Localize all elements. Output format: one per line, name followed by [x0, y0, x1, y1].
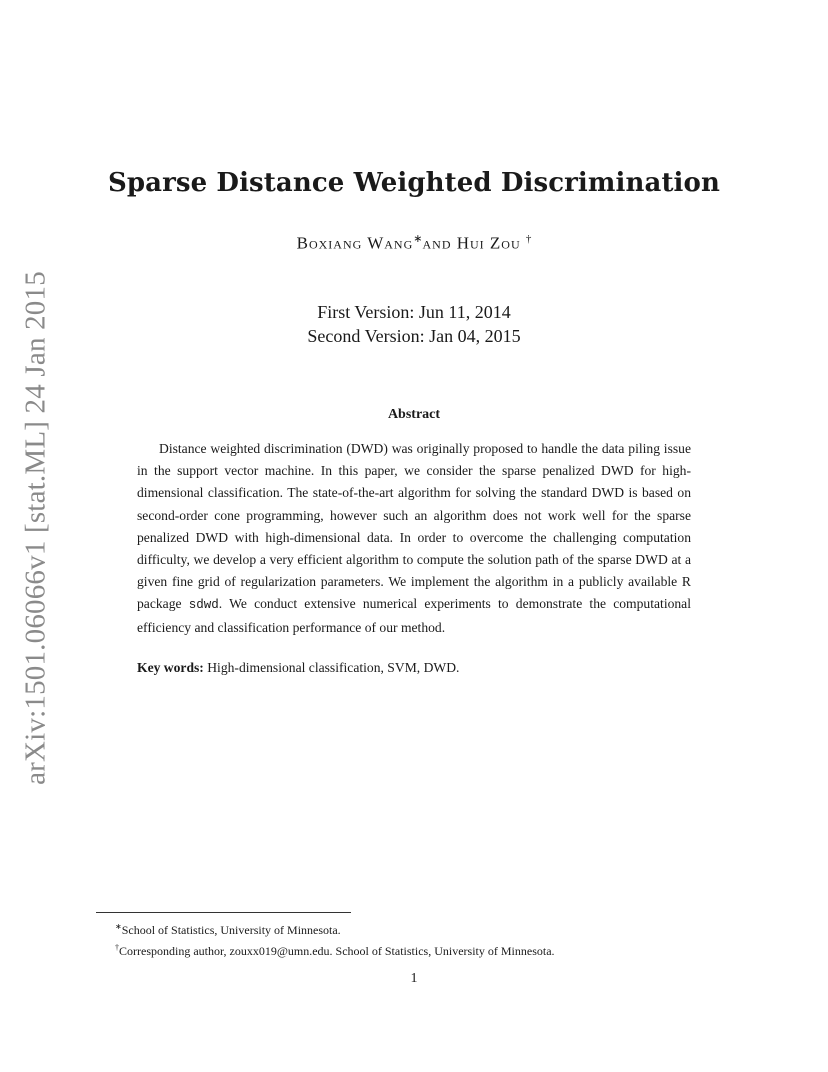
second-version-date: Second Version: Jan 04, 2015	[307, 326, 521, 346]
first-version-date: First Version: Jun 11, 2014	[317, 302, 511, 322]
abstract-heading: Abstract	[387, 407, 441, 422]
author-name: Boxiang Wang	[296, 233, 414, 253]
footnote-text: School of Statistics, University of Minnesota.	[121, 923, 341, 937]
footnote-text: Corresponding author, zouxx019@umn.edu. School of Statistics, University of Minnesota.	[119, 944, 555, 958]
author-name: Hui Zou	[456, 233, 521, 253]
footnote-mark: †	[525, 233, 532, 245]
footnote-mark: ∗	[413, 233, 423, 245]
footnote	[115, 918, 555, 939]
footnotes	[115, 918, 555, 960]
keywords-label: Key words:	[137, 660, 204, 675]
footnote-mark: ∗	[115, 922, 122, 931]
author-conjunction: and	[422, 233, 452, 253]
abstract-text-part: Distance weighted discrimination (DWD) was originally proposed to handle the data piling issue in the support vector machine. In this paper, we consider the sparse penalized DWD for high-dimensional classification. The state-of-the-art algorithm for solving the standard DWD is based on second-order cone programming, however such an algorithm does not work well for the sparse penalized DWD with high-dimensional data. In order to overcome the challenging computation difficulty, we develop a very efficient algorithm to compute the solution path of the sparse DWD at a given fine grid of regularization parameters. We implement the algorithm in a publicly available R package	[137, 441, 691, 612]
keywords	[137, 657, 691, 679]
page-number: 1	[410, 971, 418, 986]
footnote	[115, 939, 555, 960]
abstract-text-part: . We conduct extensive numerical experiments to demonstrate the computational efficiency and classification performance of our method.	[137, 596, 691, 635]
footnote-mark: †	[115, 943, 119, 952]
paper-title: Sparse Distance Weighted Discrimination	[108, 168, 720, 198]
abstract-text	[137, 438, 691, 639]
footnote-divider	[96, 912, 351, 913]
arxiv-identifier-stamp: arXiv:1501.06066v1 [stat.ML] 24 Jan 2015	[19, 271, 52, 785]
keywords-value: High-dimensional classification, SVM, DWD.	[207, 660, 460, 675]
author-line	[0, 232, 828, 254]
version-dates	[0, 300, 828, 348]
package-name: sdwd	[188, 598, 219, 613]
